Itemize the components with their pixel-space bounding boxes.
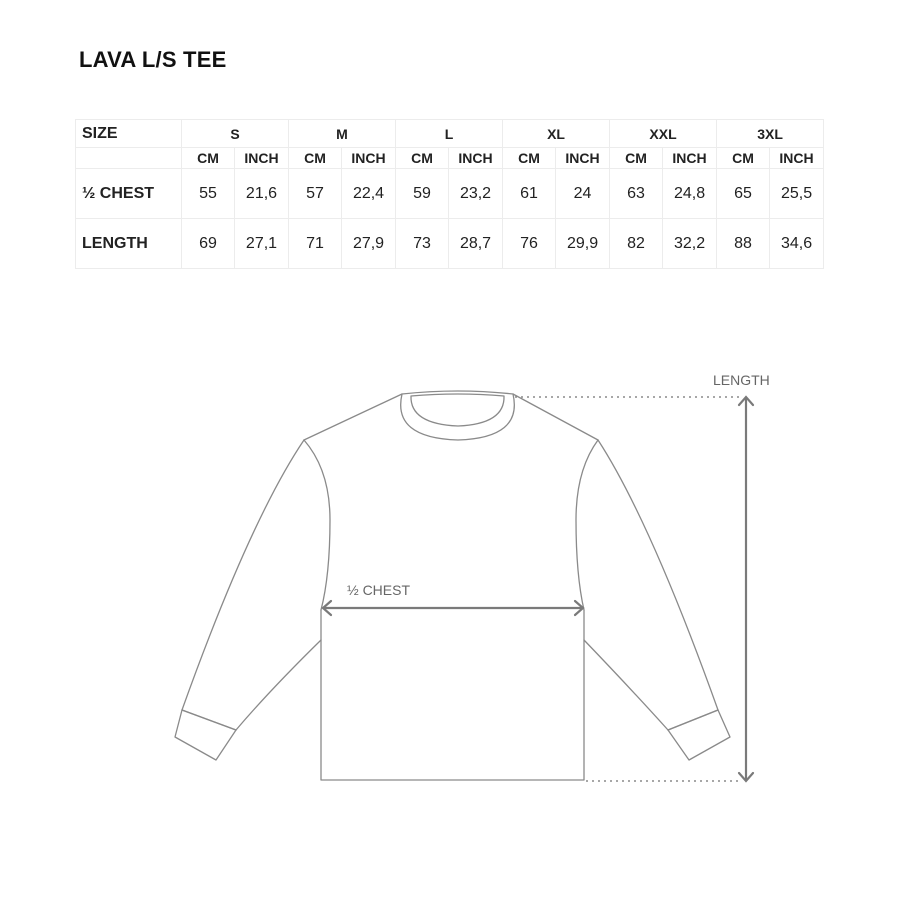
unit-inch: INCH: [342, 148, 396, 169]
size-header-label: SIZE: [76, 120, 182, 148]
table-cell: 57: [289, 169, 342, 219]
size-header-xxl: XXL: [610, 120, 717, 148]
table-cell: 32,2: [663, 219, 717, 269]
unit-cm: CM: [289, 148, 342, 169]
unit-cm: CM: [717, 148, 770, 169]
chest-label: ½ CHEST: [347, 582, 411, 598]
left-armhole: [304, 440, 330, 610]
table-cell: 61: [503, 169, 556, 219]
right-armhole: [576, 440, 598, 610]
table-cell: 27,1: [235, 219, 289, 269]
row-label-length: LENGTH: [76, 219, 182, 269]
length-label: LENGTH: [713, 372, 770, 388]
table-cell: 23,2: [449, 169, 503, 219]
right-sleeve-inner: [584, 640, 668, 730]
table-cell: 71: [289, 219, 342, 269]
unit-cm: CM: [503, 148, 556, 169]
tee-outline: [175, 391, 730, 780]
table-cell: 55: [182, 169, 235, 219]
page-title: LAVA L/S TEE: [79, 47, 227, 72]
body-outline: [321, 610, 584, 780]
size-header-xl: XL: [503, 120, 610, 148]
unit-cm: CM: [610, 148, 663, 169]
table-cell: 76: [503, 219, 556, 269]
unit-inch: INCH: [449, 148, 503, 169]
unit-inch: INCH: [556, 148, 610, 169]
size-header-m: M: [289, 120, 396, 148]
unit-inch: INCH: [770, 148, 824, 169]
right-shoulder: [513, 394, 598, 440]
table-cell: 82: [610, 219, 663, 269]
table-cell: 27,9: [342, 219, 396, 269]
table-cell: 69: [182, 219, 235, 269]
right-cuff-seam: [668, 710, 718, 730]
right-sleeve-outer: [598, 440, 718, 710]
table-cell: 25,5: [770, 169, 824, 219]
table-cell: 63: [610, 169, 663, 219]
table-cell: 88: [717, 219, 770, 269]
table-cell: 73: [396, 219, 449, 269]
left-sleeve-inner: [236, 640, 321, 730]
left-sleeve-outer: [182, 440, 304, 710]
unit-cm: CM: [182, 148, 235, 169]
chest-arrow: [323, 601, 583, 615]
table-cell: 65: [717, 169, 770, 219]
table-cell: 29,9: [556, 219, 610, 269]
size-header-l: L: [396, 120, 503, 148]
length-arrow: [739, 397, 753, 781]
unit-inch: INCH: [663, 148, 717, 169]
collar-outer: [401, 391, 515, 440]
table-cell: 28,7: [449, 219, 503, 269]
table-cell: 24: [556, 169, 610, 219]
collar-inner: [411, 394, 504, 426]
left-cuff-seam: [182, 710, 236, 730]
table-cell: 24,8: [663, 169, 717, 219]
unit-cm: CM: [396, 148, 449, 169]
table-cell: 34,6: [770, 219, 824, 269]
row-label-chest: ½ CHEST: [76, 169, 182, 219]
length-guides: [515, 397, 740, 781]
table-cell: 21,6: [235, 169, 289, 219]
table-cell: 59: [396, 169, 449, 219]
left-shoulder: [304, 394, 402, 440]
size-header-s: S: [182, 120, 289, 148]
table-cell: 22,4: [342, 169, 396, 219]
left-cuff: [175, 710, 236, 760]
unit-inch: INCH: [235, 148, 289, 169]
size-header-3xl: 3XL: [717, 120, 824, 148]
